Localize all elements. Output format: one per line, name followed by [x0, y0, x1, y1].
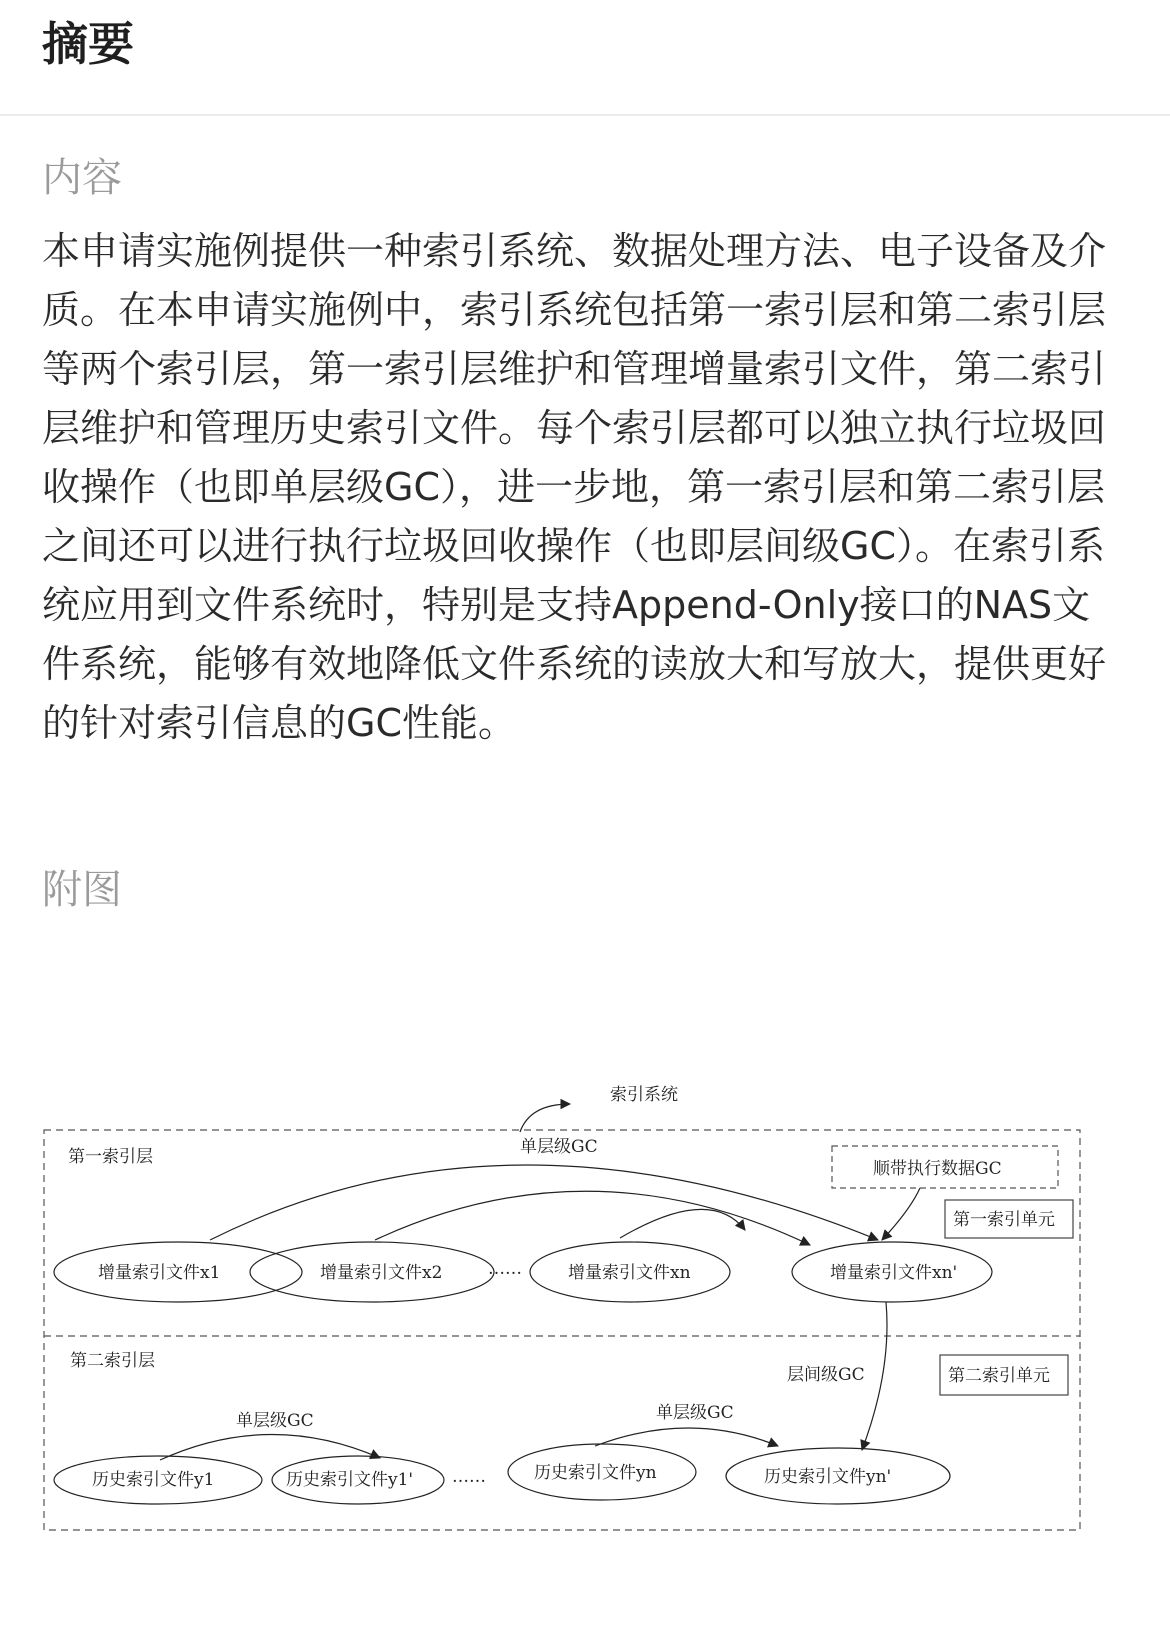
file-label-xn: 增量索引文件xn: [568, 1263, 691, 1283]
file-label-yn: 历史索引文件yn: [534, 1463, 657, 1483]
file-label-yn-prime: 历史索引文件yn': [764, 1467, 892, 1487]
inter-gc-label: 层间级GC: [787, 1365, 865, 1385]
layer1-gc-label: 单层级GC: [520, 1137, 598, 1157]
content-section-label: 内容: [42, 155, 122, 201]
layer1-ellipsis: ……: [488, 1259, 522, 1279]
system-label: 索引系统: [610, 1085, 678, 1105]
system-arrow: [520, 1104, 570, 1132]
layer2-unit-label: 第二索引单元: [948, 1366, 1050, 1386]
gc-arrow-yn: [595, 1428, 778, 1446]
layer2-ellipsis: ……: [452, 1467, 486, 1487]
figure-section-label: 附图: [42, 867, 122, 913]
extra-gc-arrow: [882, 1188, 920, 1240]
file-label-y1-prime: 历史索引文件y1': [286, 1470, 414, 1490]
gc-arrow-x1: [210, 1165, 878, 1240]
layer1-unit-label: 第一索引单元: [953, 1210, 1055, 1230]
layer2-gc-label-right: 单层级GC: [656, 1403, 734, 1423]
file-label-y1: 历史索引文件y1: [92, 1470, 215, 1490]
file-label-x2: 增量索引文件x2: [320, 1263, 443, 1283]
file-label-x1: 增量索引文件x1: [98, 1263, 221, 1283]
extra-gc-label: 顺带执行数据GC: [873, 1159, 1002, 1179]
layer2-gc-label-left: 单层级GC: [236, 1411, 314, 1431]
gc-arrow-x2: [375, 1191, 810, 1245]
page-header: [0, 0, 1170, 116]
abstract-text: 本申请实施例提供一种索引系统、数据处理方法、电子设备及介质。在本申请实施例中，索引系统包括第一索引层和第二索引层等两个索引层，第一索引层维护和管理增量索引文件，第二索引层维护和管理历史索引文件。每个索引层都可以独立执行垃圾回收操作（也即单层级GC），进一步地，第一索引层和第二索引层之间还可以进行执行垃圾回收操作（也即层间级GC）。在索引系统应用到文件系统时，特别是支持Append-Only接口的NAS文件系统，能够有效地降低文件系统的读放大和写放大，提供更好的针对索引信息的GC性能。: [42, 229, 1107, 745]
inter-gc-arrow: [862, 1302, 887, 1450]
layer1-label: 第一索引层: [68, 1147, 153, 1167]
page-title: 摘要: [42, 17, 134, 71]
gc-arrow-xn: [620, 1209, 745, 1238]
index-system-diagram: [30, 1085, 1140, 1610]
file-label-xn-prime: 增量索引文件xn': [830, 1263, 958, 1283]
layer2-label: 第二索引层: [70, 1351, 155, 1371]
figure-diagram: [30, 1085, 1140, 1610]
